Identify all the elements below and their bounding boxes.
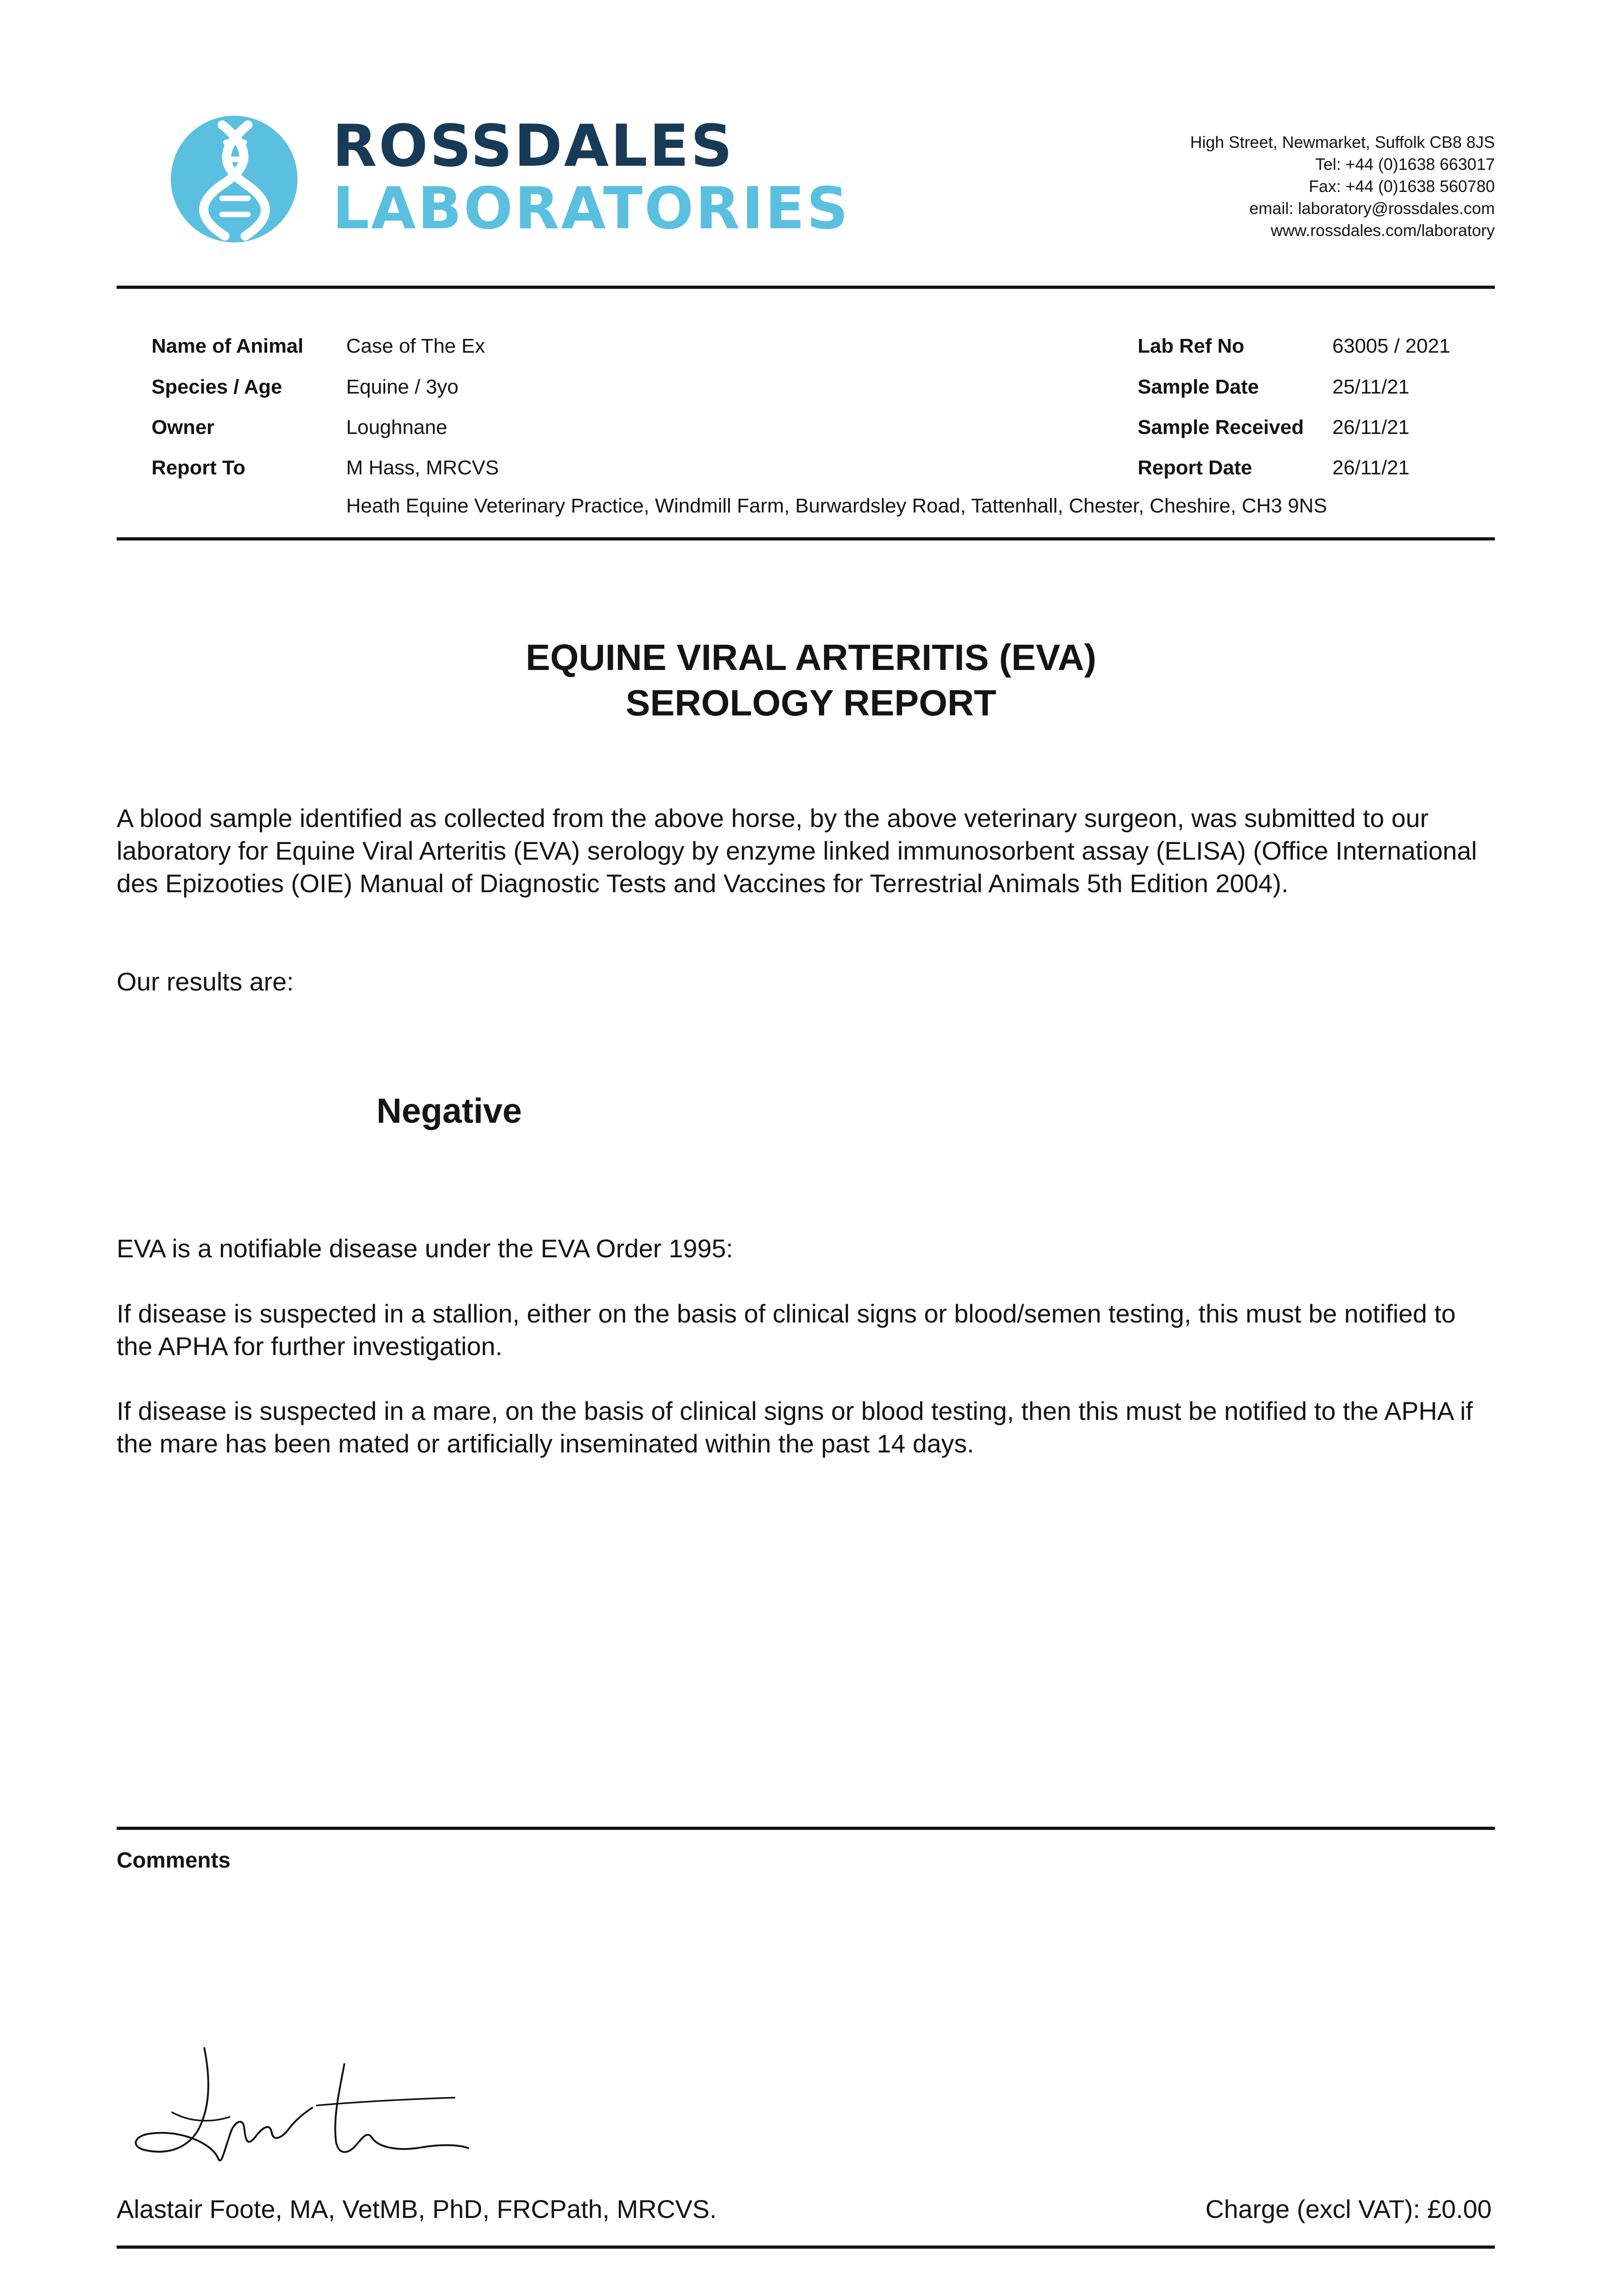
intro-paragraph: A blood sample identified as collected from the above horse, by the above veterinary surgeon, was submitted to our laboratory for Equine Viral Arteritis (EVA) serology by enzyme linked immunosorbent assay (ELISA) (Office International des Epizooties (OIE) Manual of Diagnostic Tests and Vaccines for Terrestrial Animals 5th Edition 2004). <box>117 804 1477 898</box>
label-sample-received: Sample Received <box>1138 416 1304 439</box>
value-lab-ref-no: 63005 / 2021 <box>1332 335 1450 357</box>
logo-wordmark-rossdales: ROSSDALES <box>332 112 735 180</box>
label-sample-date: Sample Date <box>1138 376 1259 398</box>
value-owner: Loughnane <box>346 416 448 439</box>
value-sample-date: 25/11/21 <box>1332 376 1410 398</box>
value-sample-received: 26/11/21 <box>1332 416 1410 439</box>
address-email[interactable]: email: laboratory@rossdales.com <box>1249 199 1495 218</box>
label-report-to: Report To <box>152 456 246 479</box>
value-report-to-address: Heath Equine Veterinary Practice, Windmill Farm, Burwardsley Road, Tattenhall, Chester, Cheshire, CH3 9NS <box>346 495 1327 517</box>
footer-divider <box>117 2245 1495 2249</box>
stallion-paragraph: If disease is suspected in a stallion, either on the basis of clinical signs or blood/semen testing, this must be notified to the APHA for further investigation. <box>117 1299 1456 1361</box>
signatory-name: Alastair Foote, MA, VetMB, PhD, FRCPath, MRCVS. <box>117 2195 717 2223</box>
address-tel: Tel: +44 (0)1638 663017 <box>1315 155 1495 174</box>
mare-paragraph: If disease is suspected in a mare, on the basis of clinical signs or blood testing, then this must be notified to the APHA if the mare has been mated or artificially inseminated within the past 14 days. <box>117 1396 1473 1458</box>
report-title-line-1: EQUINE VIRAL ARTERITIS (EVA) <box>525 637 1097 678</box>
value-name-of-animal: Case of The Ex <box>346 335 485 357</box>
report-title-line-2: SEROLOGY REPORT <box>625 682 997 723</box>
address-website[interactable]: www.rossdales.com/laboratory <box>1270 221 1495 240</box>
signature-image <box>124 2043 482 2172</box>
label-lab-ref-no: Lab Ref No <box>1138 335 1245 357</box>
result-value: Negative <box>376 1092 522 1131</box>
logo-mark <box>171 116 297 242</box>
label-owner: Owner <box>152 416 214 439</box>
value-species-age: Equine / 3yo <box>346 376 459 398</box>
charge-amount: Charge (excl VAT): £0.00 <box>1205 2195 1492 2223</box>
value-report-date: 26/11/21 <box>1332 456 1410 479</box>
details-divider <box>117 537 1495 540</box>
dna-helix-icon <box>171 116 297 242</box>
comments-heading: Comments <box>117 1848 231 1873</box>
results-lead: Our results are: <box>117 967 294 996</box>
label-report-date: Report Date <box>1138 456 1252 479</box>
address-fax: Fax: +44 (0)1638 560780 <box>1308 177 1495 196</box>
notifiable-paragraph: EVA is a notifiable disease under the EVA Order 1995: <box>117 1234 733 1263</box>
label-name-of-animal: Name of Animal <box>152 335 303 357</box>
header-divider <box>117 286 1495 289</box>
label-species-age: Species / Age <box>152 376 282 398</box>
address-street: High Street, Newmarket, Suffolk CB8 8JS <box>1190 133 1495 152</box>
comments-divider <box>117 1827 1495 1830</box>
value-report-to: M Hass, MRCVS <box>346 456 499 479</box>
logo-wordmark-laboratories: LABORATORIES <box>332 174 850 242</box>
